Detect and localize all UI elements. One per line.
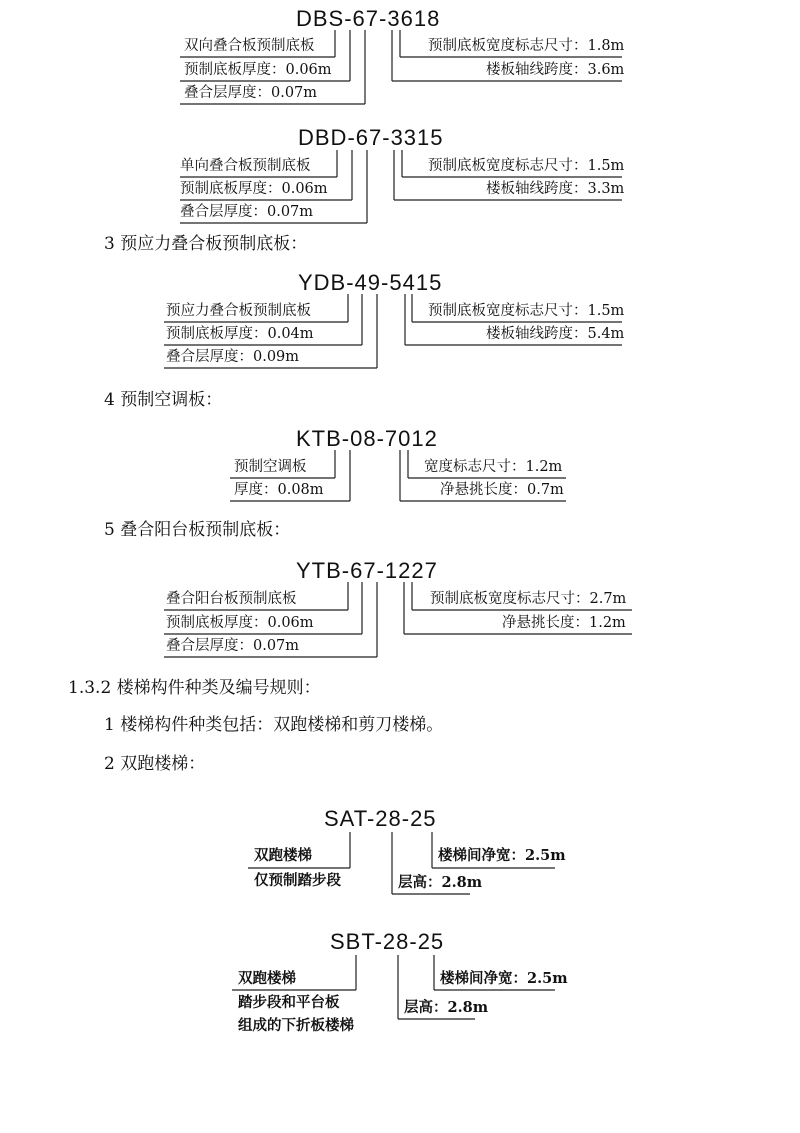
- sbt-right-2: 层高：2.8m: [404, 999, 489, 1016]
- ktb-right-2: 净悬挑长度：0.7m: [440, 482, 564, 498]
- ydb-label-2: 预制底板厚度：0.04m: [166, 326, 314, 342]
- ytb-right-2: 净悬挑长度：1.2m: [502, 615, 626, 631]
- sat-label-1: 双跑楼梯: [254, 847, 312, 864]
- sat-right-1: 楼梯间净宽：2.5m: [438, 847, 566, 864]
- ytb-label-3: 叠合层厚度：0.07m: [166, 638, 300, 654]
- sat-right-2: 层高：2.8m: [398, 874, 483, 891]
- section-heading-1-3-2: 1.3.2 楼梯构件种类及编号规则：: [68, 678, 321, 698]
- ytb-label-1: 叠合阳台板预制底板: [166, 591, 297, 607]
- paragraph-1: 1 楼梯构件种类包括：双跑楼梯和剪刀楼梯。: [104, 715, 444, 735]
- dbs-right-1: 预制底板宽度标志尺寸：1.8m: [428, 38, 625, 54]
- code-ytb: YTB-67-1227: [296, 558, 438, 583]
- ktb-label-1: 预制空调板: [234, 459, 307, 475]
- dbd-label-3: 叠合层厚度：0.07m: [180, 204, 314, 220]
- sbt-right-1: 楼梯间净宽：2.5m: [440, 970, 568, 987]
- code-ydb: YDB-49-5415: [298, 270, 443, 295]
- ytb-right-1: 预制底板宽度标志尺寸：2.7m: [430, 591, 627, 607]
- dbs-right-2: 楼板轴线跨度：3.6m: [486, 62, 625, 78]
- sbt-label-3: 组成的下折板楼梯: [238, 1017, 354, 1034]
- heading-3: 3 预应力叠合板预制底板：: [104, 234, 308, 254]
- sat-label-2: 仅预制踏步段: [254, 872, 341, 889]
- heading-5: 5 叠合阳台板预制底板：: [104, 520, 291, 540]
- dbd-label-2: 预制底板厚度：0.06m: [180, 181, 328, 197]
- sbt-label-2: 踏步段和平台板: [238, 994, 340, 1011]
- code-dbd: DBD-67-3315: [298, 125, 444, 150]
- ydb-right-2: 楼板轴线跨度：5.4m: [486, 326, 625, 342]
- paragraph-2: 2 双跑楼梯：: [104, 754, 206, 774]
- code-dbs: DBS-67-3618: [296, 6, 441, 31]
- dbd-right-2: 楼板轴线跨度：3.3m: [486, 181, 625, 197]
- ydb-label-3: 叠合层厚度：0.09m: [166, 349, 300, 365]
- sbt-label-1: 双跑楼梯: [238, 970, 296, 987]
- ktb-label-2: 厚度：0.08m: [234, 482, 324, 498]
- code-sbt: SBT-28-25: [330, 929, 445, 954]
- ytb-label-2: 预制底板厚度：0.06m: [166, 615, 314, 631]
- ydb-right-1: 预制底板宽度标志尺寸：1.5m: [428, 303, 625, 319]
- dbs-label-1: 双向叠合板预制底板: [184, 38, 315, 54]
- dbs-label-2: 预制底板厚度：0.06m: [184, 62, 332, 78]
- dbs-label-3: 叠合层厚度：0.07m: [184, 85, 318, 101]
- code-sat: SAT-28-25: [324, 806, 437, 831]
- code-ktb: KTB-08-7012: [296, 426, 438, 451]
- dbd-label-1: 单向叠合板预制底板: [180, 158, 311, 174]
- ktb-right-1: 宽度标志尺寸：1.2m: [424, 459, 563, 475]
- heading-4: 4 预制空调板：: [104, 390, 223, 410]
- dbd-right-1: 预制底板宽度标志尺寸：1.5m: [428, 158, 625, 174]
- ydb-label-1: 预应力叠合板预制底板: [166, 303, 311, 319]
